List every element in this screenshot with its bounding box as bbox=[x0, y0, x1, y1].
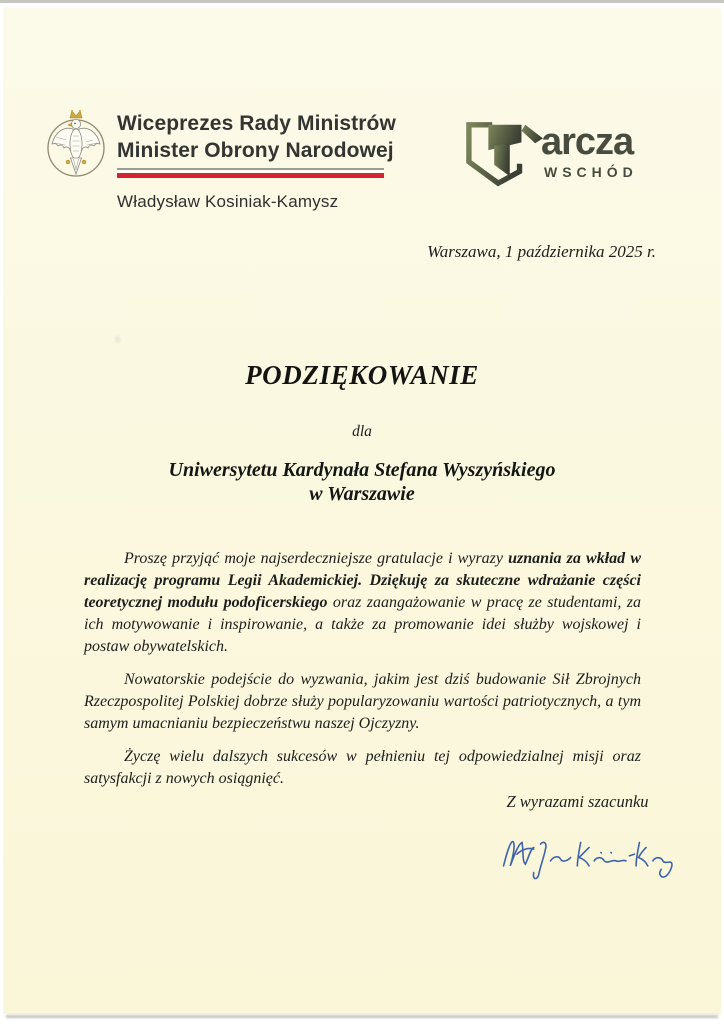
paragraph-1-text-cont: oraz zaangażowanie w pracę ze studentami, za ich motywowanie i inspirowanie, a także za promowanie idei służby wojskowej i postaw obywatelskich. bbox=[84, 594, 642, 655]
paragraph-1-bold: uznania za wkład w realizację programu Legii Akademickiej. Dziękuję za skuteczne wdrażanie części teoretycznej modułu podoficerskiego bbox=[84, 550, 641, 611]
tarcza-logo-text bbox=[541, 117, 638, 191]
tarcza-subtitle: WSCHÓD bbox=[544, 164, 638, 180]
recipient-line1: Uniwersytetu Kardynała Stefana Wyszyńskiego bbox=[168, 459, 556, 481]
tarcza-wschod-logo bbox=[459, 117, 638, 191]
salutation: dla bbox=[352, 423, 372, 440]
scan-edge-top bbox=[0, 0, 724, 3]
office-title-line2: Minister Obrony Narodowej bbox=[117, 138, 394, 162]
letter-title: PODZIĘKOWANIE bbox=[245, 360, 479, 390]
office-title-line1: Wiceprezes Rady Ministrów bbox=[117, 112, 396, 135]
tarcza-wordmark: arcza bbox=[541, 121, 634, 163]
paragraph-3: Życzę wielu dalszych sukcesów w pełnieniu tej odpowiedzialnej misji oraz satysfakcji z nowych osiągnięć. bbox=[84, 748, 641, 787]
recipient-line2: w Warszawie bbox=[309, 483, 415, 505]
handwritten-signature bbox=[492, 829, 682, 881]
dateline: Warszawa, 1 października 2025 r. bbox=[427, 242, 656, 261]
official-name: Władysław Kosiniak-Kamysz bbox=[117, 192, 339, 211]
polish-eagle-emblem-icon bbox=[46, 106, 106, 184]
letter-body bbox=[84, 548, 641, 801]
office-title bbox=[117, 111, 396, 164]
flag-rule bbox=[117, 168, 384, 178]
tarcza-shield-icon bbox=[459, 117, 545, 191]
paragraph-1 bbox=[84, 548, 641, 658]
scan-smudge bbox=[113, 334, 122, 345]
paragraph-2: Nowatorskie podejście do wyzwania, jakim jest dziś budowanie Sił Zbrojnych Rzeczpospolitej Polskiej dobrze służy popularyzowaniu wartości patriotycznych, a tym samym umacnianiu bezpieczeństwu naszej Ojczyzny. bbox=[84, 671, 641, 732]
closing-formula: Z wyrazami szacunku bbox=[506, 792, 649, 811]
flag-rule-red-stripe bbox=[117, 173, 384, 178]
paragraph-1-text: Proszę przyjąć moje najserdeczniejsze gratulacje i wyrazy bbox=[124, 550, 509, 567]
scan-edge-bottom bbox=[6, 1015, 718, 1018]
